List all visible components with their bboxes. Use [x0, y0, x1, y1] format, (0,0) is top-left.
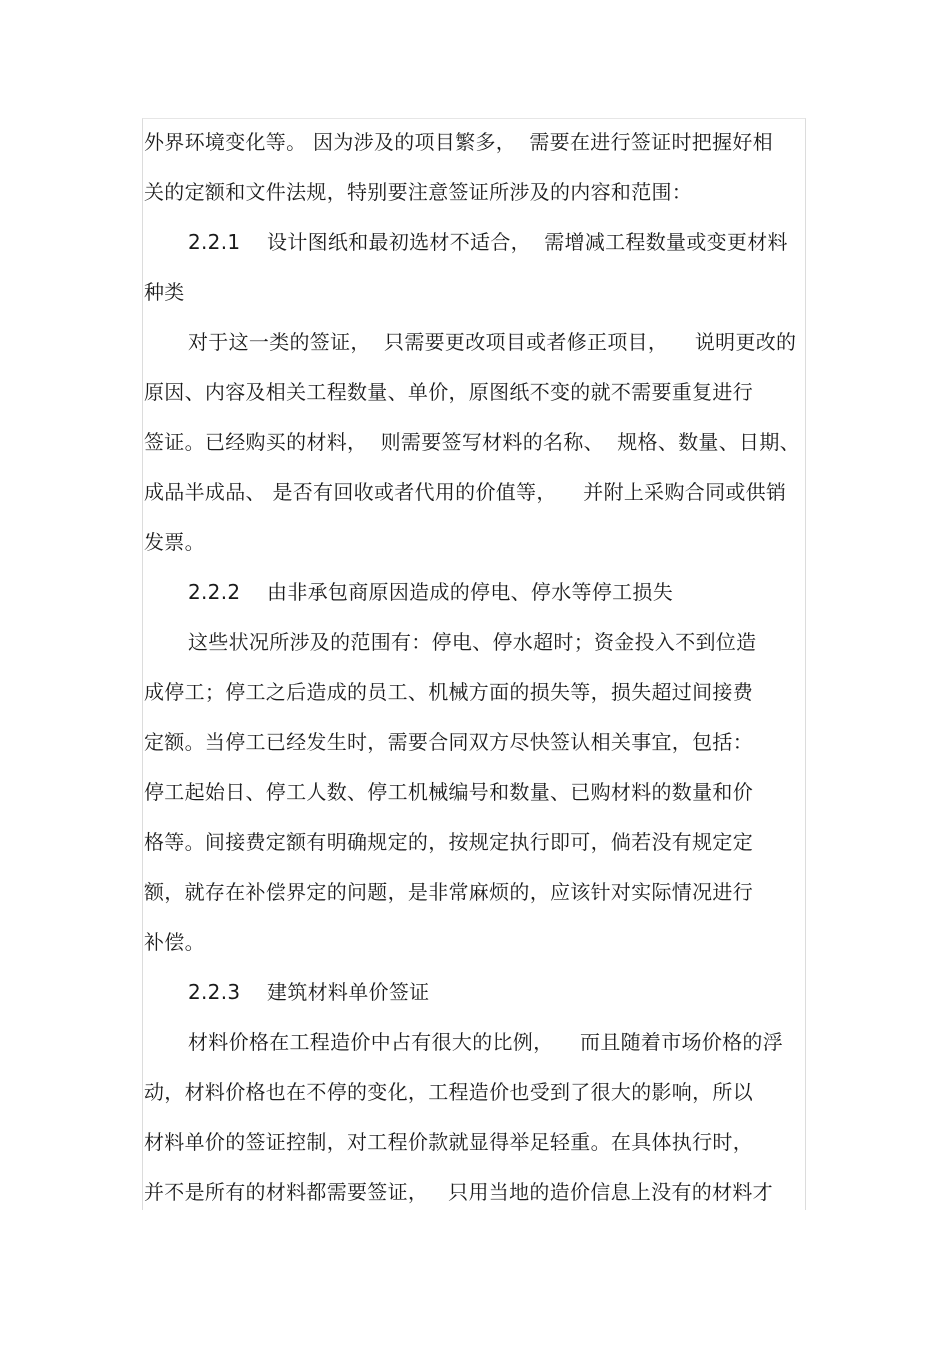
text-line: 这些状况所涉及的范围有：停电、停水超时；资金投入不到位造: [188, 630, 757, 654]
text-line: 发票。: [144, 530, 205, 554]
text-line: 对于这一类的签证， 只需要更改项目或者修正项目， 说明更改的: [188, 330, 797, 354]
text-line: 外界环境变化等。 因为涉及的项目繁多， 需要在进行签证时把握好相: [144, 130, 773, 154]
text-line: 并不是所有的材料都需要签证， 只用当地的造价信息上没有的材料才: [144, 1180, 773, 1204]
text-line: 补偿。: [144, 930, 205, 954]
text-line: 签证。已经购买的材料， 则需要签写材料的名称、 规格、数量、日期、: [144, 430, 800, 454]
section-heading-2-2-2: 2.2.2 由非承包商原因造成的停电、停水等停工损失: [188, 580, 674, 604]
text-line: 成品半成品、 是否有回收或者代用的价值等， 并附上采购合同或供销: [144, 480, 787, 504]
section-heading-2-2-1: 2.2.1 设计图纸和最初选材不适合， 需增减工程数量或变更材料: [188, 230, 788, 254]
section-heading-2-2-3: 2.2.3 建筑材料单价签证: [188, 980, 430, 1004]
text-line: 材料价格在工程造价中占有很大的比例， 而且随着市场价格的浮: [188, 1030, 784, 1054]
text-line: 原因、内容及相关工程数量、单价，原图纸不变的就不需要重复进行: [144, 380, 753, 404]
text-line: 额，就存在补偿界定的问题，是非常麻烦的，应该针对实际情况进行: [144, 880, 753, 904]
text-line: 种类: [144, 280, 185, 304]
text-line: 定额。当停工已经发生时，需要合同双方尽快签认相关事宜，包括：: [144, 730, 753, 754]
text-line: 成停工；停工之后造成的员工、机械方面的损失等，损失超过间接费: [144, 680, 753, 704]
text-line: 材料单价的签证控制，对工程价款就显得举足轻重。在具体执行时，: [144, 1130, 753, 1154]
text-line: 停工起始日、停工人数、停工机械编号和数量、已购材料的数量和价: [144, 780, 753, 804]
text-line: 动，材料价格也在不停的变化，工程造价也受到了很大的影响，所以: [144, 1080, 753, 1104]
text-line: 关的定额和文件法规，特别要注意签证所涉及的内容和范围：: [144, 180, 693, 204]
text-line: 格等。间接费定额有明确规定的，按规定执行即可，倘若没有规定定: [144, 830, 753, 854]
